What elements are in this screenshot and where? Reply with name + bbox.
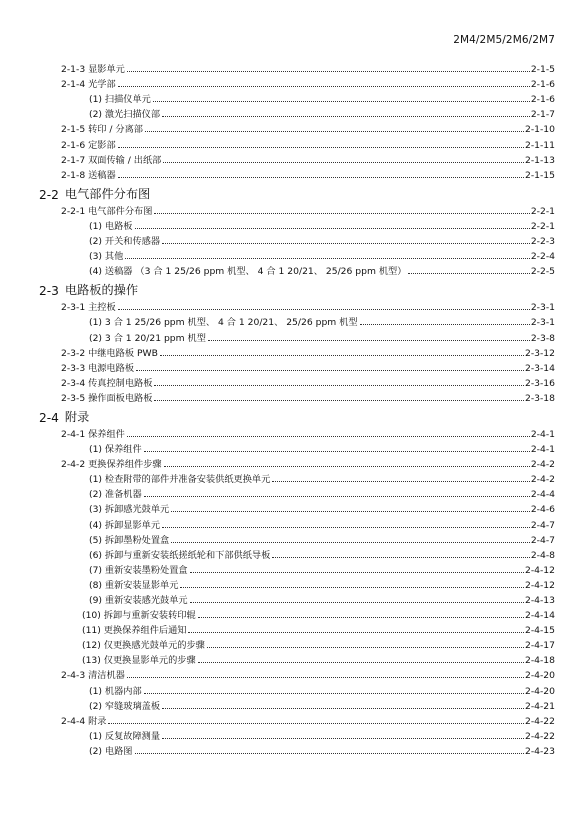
toc-entry[interactable]: [0, 500, 587, 515]
toc-entry-page: 2-4-8: [530, 549, 555, 561]
toc-entry-page: 2-2-4: [530, 251, 555, 263]
toc-entry-page: 2-1-13: [524, 154, 555, 166]
section-title: 电气部件分布图: [64, 186, 151, 201]
toc-entry-title: (1) 扫描仪单元: [89, 94, 151, 106]
toc-entry-title: (10) 拆卸与重新安装转印辊: [82, 610, 196, 622]
dot-leader: [162, 738, 524, 739]
toc-entry-page: 2-4-22: [524, 715, 555, 727]
toc-entry[interactable]: [0, 151, 587, 166]
toc-entry-title: (8) 重新安装显影单元: [89, 579, 179, 591]
toc-entry-title: 2-3-3 电源电路板: [61, 362, 135, 374]
toc-entry-title: (13) 仅更换显影单元的步骤: [82, 655, 196, 667]
toc-entry-title: (2) 3 合 1 20/21 ppm 机型: [89, 332, 206, 344]
toc-entry-page: 2-4-22: [524, 730, 555, 742]
toc-entry[interactable]: [0, 681, 587, 696]
toc-entry-title: (1) 检查附带的部件并准备安装供纸更换单元: [89, 474, 271, 486]
dot-leader: [180, 587, 524, 588]
section-title: 附录: [64, 409, 90, 424]
toc-entry-page: 2-1-10: [524, 124, 555, 136]
toc-entry-title: (2) 窄缝玻璃盖板: [89, 700, 161, 712]
dot-leader: [144, 451, 530, 452]
dot-leader: [171, 511, 530, 512]
toc-entry-title: (2) 开关和传感器: [89, 236, 161, 248]
dot-leader: [145, 131, 524, 132]
toc-entry[interactable]: [0, 374, 587, 389]
toc-entry-page: 2-4-4: [530, 489, 555, 501]
dot-leader: [162, 116, 530, 117]
dot-leader: [198, 617, 524, 618]
toc-entry-title: 2-4-2 更换保养组件步骤: [61, 459, 162, 471]
dot-leader: [144, 693, 524, 694]
toc-entry-page: 2-4-13: [524, 595, 555, 606]
dot-leader: [154, 213, 529, 214]
dot-leader: [135, 228, 530, 229]
toc-entry-page: 2-4-12: [524, 564, 555, 576]
toc-entry[interactable]: [0, 425, 587, 440]
dot-leader: [118, 177, 524, 178]
toc-entry-title: (1) 保养组件: [89, 444, 142, 456]
toc-entry-title: (7) 重新安装墨粉处置盒: [89, 564, 188, 576]
dot-leader: [125, 258, 530, 259]
dot-leader: [153, 101, 530, 102]
toc-entry-page: 2-3-16: [524, 377, 555, 389]
toc-entry-page: 2-2-3: [530, 236, 555, 248]
toc-entry-page: 2-3-1: [530, 302, 555, 314]
toc-entry-page: 2-4-7: [530, 519, 555, 531]
dot-leader: [198, 662, 524, 663]
toc-entry-title: (3) 拆卸感光鼓单元: [89, 504, 170, 516]
dot-leader: [190, 572, 524, 573]
dot-leader: [408, 273, 529, 274]
table-of-contents: [0, 60, 587, 757]
dot-leader: [127, 71, 530, 72]
toc-entry[interactable]: [0, 313, 587, 328]
toc-entry[interactable]: [0, 666, 587, 681]
toc-entry-title: 2-1-4 光学部: [61, 79, 116, 91]
toc-entry[interactable]: [0, 247, 587, 262]
toc-entry[interactable]: [0, 576, 587, 591]
toc-entry-title: (1) 反复故障测量: [89, 730, 161, 742]
toc-entry-title: (2) 准备机器: [89, 489, 142, 501]
toc-entry[interactable]: [0, 712, 587, 727]
toc-entry-page: 2-3-8: [530, 332, 555, 344]
toc-entry[interactable]: [0, 298, 587, 313]
toc-entry-page: 2-3-18: [524, 392, 555, 404]
dot-leader: [171, 542, 530, 543]
page-header-model: 2M4/2M5/2M6/2M7: [453, 34, 555, 46]
toc-entry-page: 2-1-11: [524, 139, 555, 151]
toc-entry-title: 2-3-1 主控板: [61, 302, 116, 314]
toc-entry[interactable]: [0, 90, 587, 105]
toc-entry[interactable]: [0, 389, 587, 404]
dot-leader: [360, 324, 530, 325]
toc-entry-title: 2-4-3 清洁机器: [61, 670, 125, 682]
section-title: 电路板的操作: [64, 283, 139, 298]
toc-entry[interactable]: [0, 727, 587, 742]
toc-entry-page: 2-4-21: [524, 700, 555, 712]
toc-entry[interactable]: [0, 60, 587, 75]
toc-entry-title: (4) 送稿器 （3 合 1 25/26 ppm 机型、 4 合 1 20/21、 25/26 ppm 机型）: [89, 266, 407, 278]
toc-entry-page: 2-1-6: [530, 94, 555, 106]
toc-entry-title: (2) 电路图: [89, 745, 133, 757]
toc-entry[interactable]: [0, 742, 587, 757]
toc-entry-page: 2-4-12: [524, 579, 555, 591]
toc-entry-page: 2-4-15: [524, 625, 555, 637]
dot-leader: [208, 340, 530, 341]
section-heading[interactable]: [0, 182, 587, 202]
dot-leader: [162, 527, 530, 528]
toc-entry-page: 2-4-20: [524, 685, 555, 697]
dot-leader: [162, 243, 530, 244]
section-heading[interactable]: [0, 278, 587, 298]
toc-entry-title: 2-1-3 显影单元: [61, 64, 125, 76]
toc-entry-title: 2-3-5 操作面板电路板: [61, 392, 153, 404]
toc-entry[interactable]: [0, 344, 587, 359]
dot-leader: [190, 602, 524, 603]
toc-entry[interactable]: [0, 515, 587, 530]
toc-entry[interactable]: [0, 606, 587, 621]
toc-entry-page: 2-2-1: [530, 205, 555, 217]
toc-entry-page: 2-4-20: [524, 670, 555, 682]
toc-entry[interactable]: [0, 232, 587, 247]
dot-leader: [144, 496, 530, 497]
toc-entry-page: 2-4-7: [530, 534, 555, 546]
dot-leader: [162, 708, 524, 709]
toc-entry[interactable]: [0, 591, 587, 606]
toc-entry-title: (2) 激光扫描仪部: [89, 109, 161, 121]
dot-leader: [164, 466, 530, 467]
section-number: 2-4: [39, 410, 59, 425]
toc-entry[interactable]: [0, 202, 587, 217]
dot-leader: [207, 647, 524, 648]
dot-leader: [154, 400, 524, 401]
dot-leader: [127, 677, 524, 678]
dot-leader: [160, 355, 524, 356]
toc-entry-page: 2-1-15: [524, 169, 555, 181]
toc-entry-title: 2-4-1 保养组件: [61, 428, 125, 440]
dot-leader: [118, 86, 530, 87]
dot-leader: [118, 309, 530, 310]
toc-entry-page: 2-1-5: [530, 64, 555, 76]
toc-entry-title: (12) 仅更换感光鼓单元的步骤: [82, 640, 205, 652]
toc-entry[interactable]: [0, 636, 587, 651]
toc-entry[interactable]: [0, 651, 587, 666]
toc-entry-title: 2-1-7 双面传输 / 出纸部: [61, 154, 162, 166]
toc-entry[interactable]: [0, 485, 587, 500]
toc-entry-page: 2-4-6: [530, 504, 555, 516]
toc-entry-page: 2-3-14: [524, 362, 555, 374]
toc-entry-page: 2-4-14: [524, 610, 555, 622]
toc-entry[interactable]: [0, 697, 587, 712]
section-number: 2-3: [39, 284, 59, 299]
toc-entry-title: 2-1-5 转印 / 分离部: [61, 124, 143, 136]
toc-entry-page: 2-4-1: [530, 428, 555, 440]
section-number: 2-2: [39, 187, 59, 202]
toc-entry-page: 2-4-18: [524, 655, 555, 667]
toc-entry-page: 2-4-17: [524, 640, 555, 652]
toc-entry[interactable]: [0, 359, 587, 374]
toc-entry[interactable]: [0, 455, 587, 470]
toc-entry-title: (5) 拆卸墨粉处置盒: [89, 534, 170, 546]
toc-entry[interactable]: [0, 470, 587, 485]
toc-entry-title: (1) 机器内部: [89, 685, 142, 697]
toc-entry-title: 2-3-2 中继电路板 PWB: [61, 347, 158, 359]
dot-leader: [272, 481, 530, 482]
toc-entry-title: (1) 电路板: [89, 220, 133, 232]
toc-entry-title: (11) 更换保养组件后通知: [82, 625, 187, 637]
toc-entry-page: 2-1-7: [530, 109, 555, 121]
dot-leader: [272, 557, 530, 558]
toc-entry-title: 2-4-4 附录: [61, 715, 107, 727]
toc-entry[interactable]: [0, 621, 587, 636]
toc-entry-title: (9) 重新安装感光鼓单元: [89, 595, 188, 606]
toc-entry[interactable]: [0, 120, 587, 135]
toc-entry-page: 2-3-12: [524, 347, 555, 359]
toc-entry-page: 2-3-1: [530, 317, 555, 329]
toc-entry[interactable]: [0, 135, 587, 150]
toc-entry-title: 2-1-8 送稿器: [61, 169, 116, 181]
toc-entry-title: 2-3-4 传真控制电路板: [61, 377, 153, 389]
dot-leader: [136, 370, 524, 371]
dot-leader: [127, 436, 530, 437]
toc-entry-page: 2-2-1: [530, 220, 555, 232]
toc-entry-page: 2-4-2: [530, 459, 555, 471]
toc-entry-title: 2-2-1 电气部件分布图: [61, 205, 153, 217]
toc-entry[interactable]: [0, 166, 587, 181]
dot-leader: [163, 162, 524, 163]
toc-entry[interactable]: [0, 328, 587, 343]
toc-entry-page: 2-4-2: [530, 474, 555, 486]
dot-leader: [188, 632, 524, 633]
toc-entry-page: 2-2-5: [530, 266, 555, 278]
toc-entry[interactable]: [0, 262, 587, 277]
toc-entry-title: (3) 其他: [89, 251, 124, 263]
dot-leader: [135, 753, 524, 754]
toc-entry[interactable]: [0, 217, 587, 232]
toc-entry-page: 2-4-23: [524, 745, 555, 757]
toc-entry[interactable]: [0, 105, 587, 120]
section-heading[interactable]: [0, 405, 587, 425]
dot-leader: [118, 147, 524, 148]
toc-entry-title: 2-1-6 定影部: [61, 139, 116, 151]
toc-entry[interactable]: [0, 561, 587, 576]
dot-leader: [154, 385, 524, 386]
dot-leader: [108, 723, 524, 724]
toc-entry-page: 2-1-6: [530, 79, 555, 91]
toc-entry[interactable]: [0, 440, 587, 455]
toc-entry-title: (1) 3 合 1 25/26 ppm 机型、 4 合 1 20/21、 25/26 ppm 机型: [89, 317, 358, 329]
toc-entry-title: (6) 拆卸与重新安装纸搓纸轮和下部供纸导板: [89, 549, 271, 561]
toc-entry[interactable]: [0, 546, 587, 561]
toc-entry[interactable]: [0, 75, 587, 90]
toc-entry[interactable]: [0, 531, 587, 546]
toc-entry-title: (4) 拆卸显影单元: [89, 519, 161, 531]
toc-entry-page: 2-4-1: [530, 444, 555, 456]
